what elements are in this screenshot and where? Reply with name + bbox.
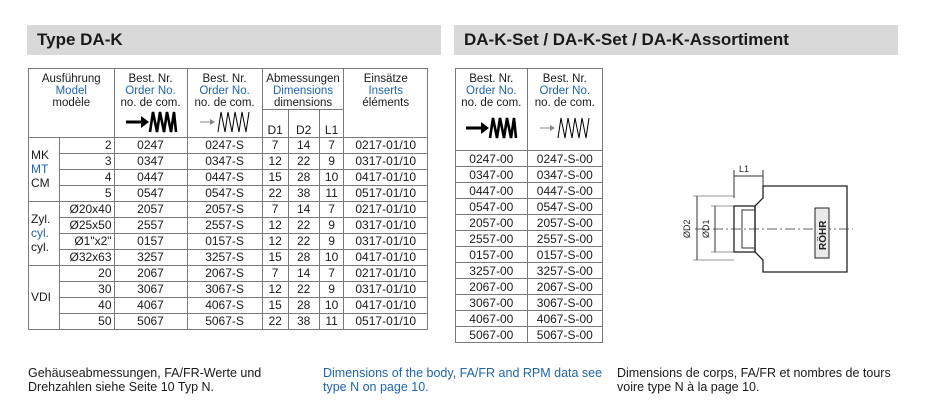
insert-cell: 0217-01/10 <box>344 265 428 281</box>
l1-cell: 9 <box>319 217 344 233</box>
heavy-spring-icon <box>114 110 187 138</box>
size-cell: 5 <box>60 185 114 201</box>
section-title-da-k-set: DA-K-Set / DA-K-Set / DA-K-Assortiment <box>454 25 898 55</box>
d1-cell: 12 <box>262 233 288 249</box>
set-order-s-cell: 0447-S-00 <box>527 183 602 199</box>
d2-cell: 22 <box>288 153 319 169</box>
set-order-s-cell: 0247-S-00 <box>527 151 602 167</box>
l1-cell: 10 <box>319 169 344 185</box>
set-order-cell: 3257-00 <box>456 263 528 279</box>
set-order-s-cell: 3257-S-00 <box>527 263 602 279</box>
set-order-cell: 2557-00 <box>456 231 528 247</box>
order-cell: 0347 <box>114 153 187 169</box>
insert-cell: 0417-01/10 <box>344 169 428 185</box>
order-cell: 0247 <box>114 137 187 153</box>
set-order-cell: 3067-00 <box>456 295 528 311</box>
dim-d1-label: ØD1 <box>701 219 711 238</box>
brand-logo-text: RÖHR <box>818 220 829 250</box>
dim-d2-label: ØD2 <box>682 219 692 238</box>
model-group-label: MK MT CM <box>29 137 60 201</box>
l1-cell: 10 <box>319 249 344 265</box>
d1-cell: 12 <box>262 153 288 169</box>
l1-cell: 9 <box>319 233 344 249</box>
set-order-cell: 5067-00 <box>456 327 528 343</box>
order-s-cell: 3257-S <box>187 249 262 265</box>
table-row <box>456 311 603 327</box>
note-english: Dimensions of the body, FA/FR and RPM data see type N on page 10. <box>323 366 603 394</box>
insert-cell: 0317-01/10 <box>344 281 428 297</box>
order-s-cell: 0247-S <box>187 137 262 153</box>
model-group-label: Zyl. cyl. cyl. <box>29 201 60 265</box>
d2-cell: 28 <box>288 249 319 265</box>
light-spring-icon <box>527 109 602 151</box>
d1-cell: 12 <box>262 281 288 297</box>
table-row <box>29 217 428 233</box>
table-row <box>29 313 428 329</box>
set-order-s-cell: 2067-S-00 <box>527 279 602 295</box>
order-s-cell: 0157-S <box>187 233 262 249</box>
dim-l1-label: L1 <box>739 164 750 174</box>
order-cell: 3257 <box>114 249 187 265</box>
l1-cell: 11 <box>319 313 344 329</box>
table-row <box>29 169 428 185</box>
table-row <box>29 297 428 313</box>
insert-cell: 0417-01/10 <box>344 249 428 265</box>
d1-cell: 7 <box>262 137 288 153</box>
set-order-cell: 0347-00 <box>456 167 528 183</box>
table-row <box>29 249 428 265</box>
table-row <box>456 263 603 279</box>
l1-cell: 7 <box>319 137 344 153</box>
d1-cell: 15 <box>262 169 288 185</box>
table-row <box>29 153 428 169</box>
set-header-order-1: Best. Nr. Order No. no. de com. <box>456 69 528 110</box>
header-model: Ausführung Model modèle <box>29 69 115 138</box>
insert-cell: 0217-01/10 <box>344 137 428 153</box>
order-cell: 4067 <box>114 297 187 313</box>
d2-cell: 22 <box>288 281 319 297</box>
d1-cell: 22 <box>262 185 288 201</box>
table-row <box>29 137 428 153</box>
order-s-cell: 2557-S <box>187 217 262 233</box>
order-cell: 3067 <box>114 281 187 297</box>
order-s-cell: 5067-S <box>187 313 262 329</box>
d2-cell: 14 <box>288 201 319 217</box>
table-row <box>456 231 603 247</box>
insert-cell: 0317-01/10 <box>344 233 428 249</box>
d1-cell: 12 <box>262 217 288 233</box>
insert-cell: 0317-01/10 <box>344 217 428 233</box>
header-inserts: Einsätze Inserts éléments <box>344 69 428 138</box>
insert-cell: 0417-01/10 <box>344 297 428 313</box>
d2-cell: 38 <box>288 313 319 329</box>
table-row <box>29 281 428 297</box>
order-cell: 0547 <box>114 185 187 201</box>
table-row <box>456 295 603 311</box>
l1-cell: 9 <box>319 153 344 169</box>
d1-cell: 7 <box>262 265 288 281</box>
table-row <box>29 201 428 217</box>
d1-cell: 22 <box>262 313 288 329</box>
size-cell: Ø1"x2" <box>60 233 114 249</box>
section-title-type-da-k: Type DA-K <box>27 25 441 55</box>
table-row <box>456 215 603 231</box>
table-row <box>29 185 428 201</box>
table-row <box>29 233 428 249</box>
set-order-s-cell: 4067-S-00 <box>527 311 602 327</box>
size-cell: 40 <box>60 297 114 313</box>
size-cell: 30 <box>60 281 114 297</box>
table-row <box>456 327 603 343</box>
order-s-cell: 0547-S <box>187 185 262 201</box>
d2-cell: 38 <box>288 185 319 201</box>
note-french: Dimensions de corps, FA/FR et nombres de tours voire type N à la page 10. <box>617 366 891 394</box>
order-s-cell: 2067-S <box>187 265 262 281</box>
set-order-cell: 2067-00 <box>456 279 528 295</box>
tool-holder-drawing <box>675 160 855 280</box>
model-group-label: VDI <box>29 265 60 329</box>
order-s-cell: 3067-S <box>187 281 262 297</box>
da-k-set-table <box>455 68 603 343</box>
set-order-cell: 0247-00 <box>456 151 528 167</box>
set-order-s-cell: 0157-S-00 <box>527 247 602 263</box>
set-order-cell: 0547-00 <box>456 199 528 215</box>
header-d1: D1 <box>262 110 288 138</box>
table-row <box>456 247 603 263</box>
set-order-cell: 0157-00 <box>456 247 528 263</box>
size-cell: Ø25x50 <box>60 217 114 233</box>
set-header-order-2: Best. Nr. Order No. no. de com. <box>527 69 602 110</box>
size-cell: 20 <box>60 265 114 281</box>
size-cell: 2 <box>60 137 114 153</box>
set-order-s-cell: 5067-S-00 <box>527 327 602 343</box>
order-s-cell: 0347-S <box>187 153 262 169</box>
order-s-cell: 4067-S <box>187 297 262 313</box>
d2-cell: 22 <box>288 233 319 249</box>
set-order-s-cell: 2057-S-00 <box>527 215 602 231</box>
order-s-cell: 0447-S <box>187 169 262 185</box>
header-l1: L1 <box>319 110 344 138</box>
note-german: Gehäuseabmessungen, FA/FR-Werte und Drehzahlen siehe Seite 10 Typ N. <box>28 366 262 394</box>
heavy-spring-icon <box>456 109 528 151</box>
d1-cell: 7 <box>262 201 288 217</box>
l1-cell: 11 <box>319 185 344 201</box>
insert-cell: 0517-01/10 <box>344 185 428 201</box>
order-cell: 2067 <box>114 265 187 281</box>
header-dimensions: Abmessungen Dimensions dimensions <box>262 69 344 110</box>
d1-cell: 15 <box>262 297 288 313</box>
size-cell: 3 <box>60 153 114 169</box>
set-order-s-cell: 0547-S-00 <box>527 199 602 215</box>
order-cell: 2057 <box>114 201 187 217</box>
table-row <box>456 167 603 183</box>
header-d2: D2 <box>288 110 319 138</box>
table-row <box>29 265 428 281</box>
set-order-s-cell: 0347-S-00 <box>527 167 602 183</box>
table-row <box>456 199 603 215</box>
size-cell: 50 <box>60 313 114 329</box>
order-cell: 0447 <box>114 169 187 185</box>
d2-cell: 14 <box>288 137 319 153</box>
order-s-cell: 2057-S <box>187 201 262 217</box>
light-spring-icon <box>187 110 262 138</box>
l1-cell: 10 <box>319 297 344 313</box>
order-cell: 2557 <box>114 217 187 233</box>
d2-cell: 22 <box>288 217 319 233</box>
table-row <box>456 151 603 167</box>
insert-cell: 0517-01/10 <box>344 313 428 329</box>
table-row <box>456 279 603 295</box>
set-order-cell: 4067-00 <box>456 311 528 327</box>
l1-cell: 7 <box>319 201 344 217</box>
set-order-s-cell: 3067-S-00 <box>527 295 602 311</box>
l1-cell: 9 <box>319 281 344 297</box>
d2-cell: 14 <box>288 265 319 281</box>
insert-cell: 0217-01/10 <box>344 201 428 217</box>
header-order-1: Best. Nr. Order No. no. de com. <box>114 69 187 110</box>
d2-cell: 28 <box>288 297 319 313</box>
size-cell: 4 <box>60 169 114 185</box>
set-order-cell: 2057-00 <box>456 215 528 231</box>
order-cell: 0157 <box>114 233 187 249</box>
set-order-s-cell: 2557-S-00 <box>527 231 602 247</box>
header-order-2: Best. Nr. Order No. no. de com. <box>187 69 262 110</box>
order-cell: 5067 <box>114 313 187 329</box>
type-da-k-table <box>28 68 428 330</box>
d1-cell: 15 <box>262 249 288 265</box>
table-row <box>456 183 603 199</box>
insert-cell: 0317-01/10 <box>344 153 428 169</box>
size-cell: Ø32x63 <box>60 249 114 265</box>
d2-cell: 28 <box>288 169 319 185</box>
l1-cell: 7 <box>319 265 344 281</box>
set-order-cell: 0447-00 <box>456 183 528 199</box>
size-cell: Ø20x40 <box>60 201 114 217</box>
